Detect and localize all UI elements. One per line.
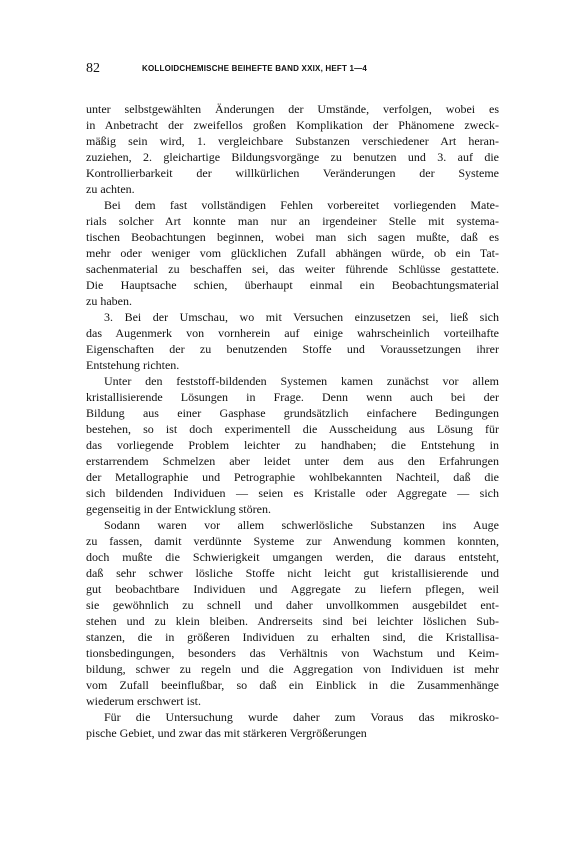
book-page [86, 60, 499, 741]
text-line: Bildung aus einer Gasphase grundsätzlich einfachere Bedingungen [86, 406, 499, 420]
text-line: sie gewöhnlich zu schnell und daher unvollkommen ausgebildet ent- [86, 598, 499, 612]
text-line: Für die Untersuchung wurde daher zum Voraus das mikrosko- [104, 710, 499, 724]
paragraph [86, 373, 499, 517]
text-line: bildung, schwer zu regeln und die Aggregation von Individuen ist mehr [86, 662, 499, 676]
text-line: doch mußte die Schwierigkeit umgangen werden, die daraus entsteht, [86, 550, 499, 564]
page-number: 82 [86, 61, 100, 76]
text-line: zuziehen, 2. gleichartige Bildungsvorgänge zu benutzen und 3. auf die [86, 150, 499, 164]
text-line: stehen und zu klein bleiben. Andrerseits sind bei leichter löslichen Sub- [86, 614, 499, 628]
body-text [86, 101, 499, 741]
text-line: sachenmaterial zu beschaffen sei, das weiter führende Schlüsse gestattete. [86, 262, 499, 276]
text-line: Unter den feststoff-bildenden Systemen kamen zunächst vor allem [104, 374, 499, 388]
text-line: gegenseitig in der Entwicklung stören. [86, 502, 271, 516]
text-line: daß sehr schwer lösliche Stoffe nicht leicht gut kristallisierende und [86, 566, 499, 580]
text-line: Sodann waren vor allem schwerlösliche Substanzen ins Auge [104, 518, 499, 532]
text-line: der Metallographie und Petrographie wohlbekannten Nachteil, daß die [86, 470, 499, 484]
page-header [86, 60, 499, 82]
text-line: Eigenschaften der zu benutzenden Stoffe und Voraussetzungen ihrer [86, 342, 499, 356]
text-line: zu haben. [86, 294, 132, 308]
running-head: KOLLOIDCHEMISCHE BEIHEFTE BAND XXIX, HEFT 1—4 [142, 64, 368, 73]
text-line: gut beobachtbare Individuen und Aggregate zu liefern pflegen, weil [86, 582, 499, 596]
paragraph [86, 309, 499, 373]
text-line: Entstehung richten. [86, 358, 180, 372]
text-line: stanzen, die in größeren Individuen zu erhalten sind, die Kristallisa- [86, 630, 499, 644]
paragraph [86, 101, 499, 197]
text-line: wiederum erschwert ist. [86, 694, 201, 708]
text-line: rials solcher Art konnte man nur an irgendeiner Stelle mit systema- [86, 214, 499, 228]
text-line: bestehen, so ist doch experimentell die Ausscheidung aus Lösung für [86, 422, 499, 436]
paragraph [86, 517, 499, 709]
text-line: pische Gebiet, und zwar das mit stärkeren Vergrößerungen [86, 726, 367, 740]
text-line: das vorliegende Problem leichter zu handhaben; die Entstehung in [86, 438, 499, 452]
text-line: mehr oder weniger vom glücklichen Zufall abhängen würde, ob ein Tat- [86, 246, 499, 260]
text-line: kristallisierende Lösungen in Frage. Denn wenn auch bei der [86, 390, 499, 404]
text-line: tionsbedingungen, besonders das Verhältnis von Wachstum und Keim- [86, 646, 499, 660]
text-line: unter selbstgewählten Änderungen der Umstände, verfolgen, wobei es [86, 102, 499, 116]
paragraph [86, 197, 499, 309]
text-line: zu achten. [86, 182, 135, 196]
text-line: in Anbetracht der zweifellos großen Komplikation der Phänomene zweck- [86, 118, 499, 132]
paragraph [86, 709, 499, 741]
text-line: mäßig sein wird, 1. vergleichbare Substanzen verschiedener Art heran- [86, 134, 499, 148]
text-line: zu fassen, damit verdünnte Systeme zur Anwendung kommen konnten, [86, 534, 499, 548]
text-line: tischen Beobachtungen beginnen, wobei man sich sagen mußte, daß es [86, 230, 499, 244]
text-line: Die Hauptsache schien, überhaupt einmal ein Beobachtungsmaterial [86, 278, 499, 292]
text-line: das Augenmerk von vornherein auf einige wahrscheinlich vorteilhafte [86, 326, 499, 340]
text-line: Bei dem fast vollständigen Fehlen vorbereitet vorliegenden Mate- [104, 198, 499, 212]
text-line: 3. Bei der Umschau, wo mit Versuchen einzusetzen sei, ließ sich [104, 310, 499, 324]
text-line: sich bildenden Individuen — seien es Kristalle oder Aggregate — sich [86, 486, 499, 500]
text-line: vom Zufall beeinflußbar, so daß ein Einblick in die Zusammenhänge [86, 678, 499, 692]
text-line: erstarrendem Schmelzen aber leidet unter dem aus den Erfahrungen [86, 454, 499, 468]
text-line: Kontrollierbarkeit der willkürlichen Veränderungen der Systeme [86, 166, 499, 180]
